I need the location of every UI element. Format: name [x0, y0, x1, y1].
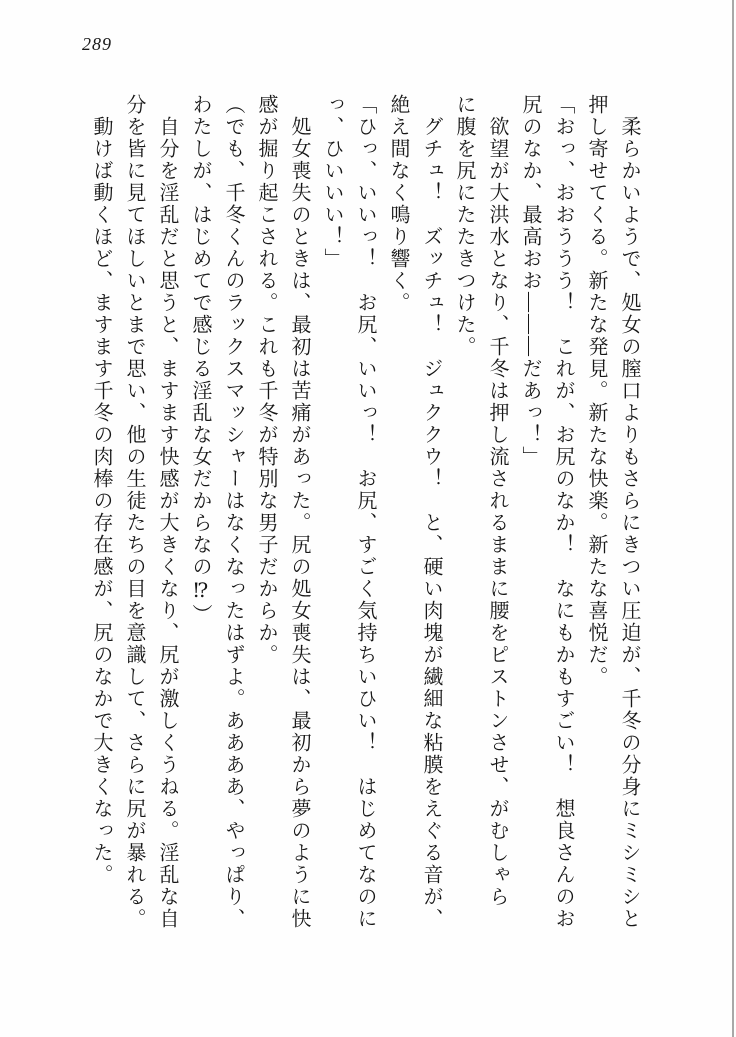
text-column: 分を皆に見てほしいとまで思い、他の生徒たちの目を意識して、さらに尻が暴れる。	[123, 94, 145, 930]
text-column: 「ひっ、いいっ！ お尻、いいっ！ お尻、すごく気持ちいひい！ はじめてなのに	[354, 94, 376, 930]
text-column: に腹を尻にたたきつけた。	[453, 94, 475, 358]
text-column: っ、ひいいい！」	[321, 94, 343, 270]
text-column: 尻のなか、最高おお―――だあっ！」	[519, 94, 541, 468]
text-column: 押し寄せてくる。新たな発見。新たな快楽。新たな喜悦だ。	[585, 94, 607, 688]
text-column: グチュ！ ズッチュ！ ジュククウ！ と、硬い肉塊が繊細な粘膜をえぐる音が、	[420, 94, 442, 930]
text-column: 「おっ、おおううう！ これが、お尻のなか！ なにもかもすごい！ 想良さんのお	[552, 94, 574, 930]
text-column: 自分を淫乱だと思うと、ますます快感が大きくなり、尻が激しくうねる。淫乱な自	[156, 94, 178, 930]
page-edge-line	[732, 0, 734, 1037]
text-column: （でも、千冬くんのラックスマッシャーはなくなったはずよ。ああああ、やっぱり、	[222, 94, 244, 930]
page-number: 289	[82, 34, 112, 54]
text-column: 欲望が大洪水となり、千冬は押し流されるままに腰をピストンさせ、がむしゃら	[486, 94, 508, 908]
text-column: 動けば動くほど、ますます千冬の肉棒の存在感が、尻のなかで大きくなった。	[90, 94, 112, 886]
text-block	[84, 94, 645, 934]
text-column: わたしが、はじめてで感じる淫乱な女だからなの⁉）	[189, 94, 211, 626]
text-column: 柔らかいようで、処女の膣口よりもさらにきつい圧迫が、千冬の分身にミシミシと	[618, 94, 640, 930]
text-column: 処女喪失のときは、最初は苦痛があった。尻の処女喪失は、最初から夢のように快	[288, 94, 310, 930]
text-column: 絶え間なく鳴り響く。	[387, 94, 409, 314]
text-column: 感が掘り起こされる。これも千冬が特別な男子だからか。	[255, 94, 277, 666]
